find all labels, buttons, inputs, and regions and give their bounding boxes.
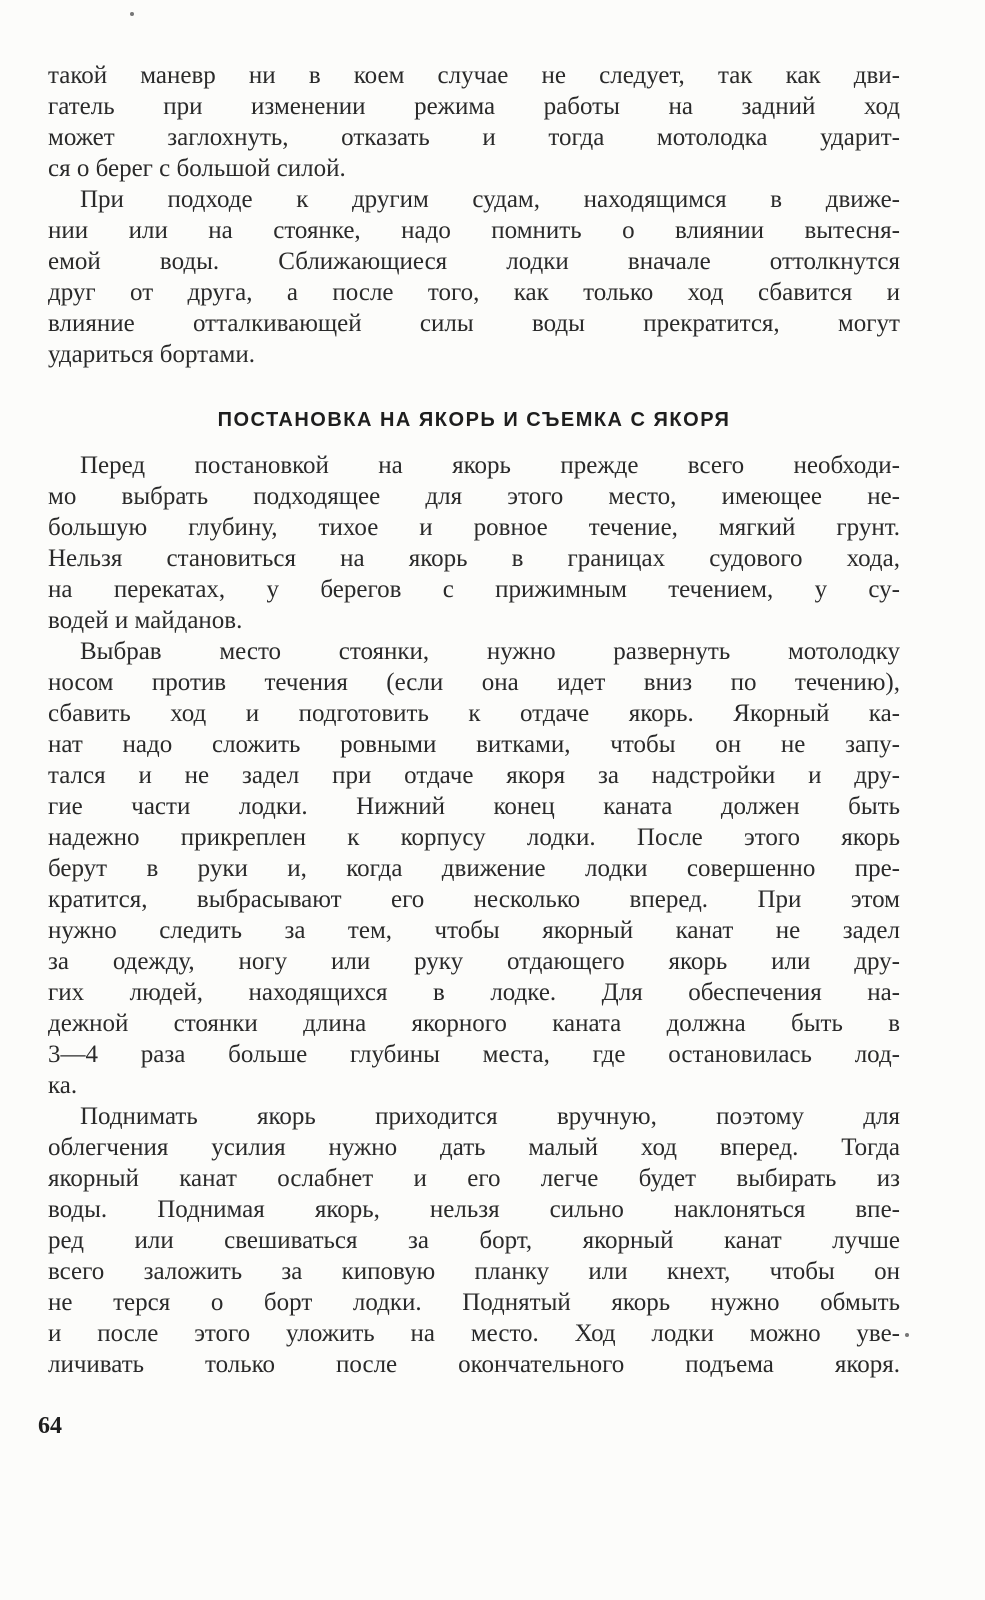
section-heading: ПОСТАНОВКА НА ЯКОРЬ И СЪЕМКА С ЯКОРЯ <box>217 409 731 431</box>
text-line: мо выбрать подходящее для этого место, имеющее не- <box>48 483 900 510</box>
text-line: При подходе к другим судам, находящимся в движе- <box>80 186 900 213</box>
text-line: гих людей, находящихся в лодке. Для обеспечения на- <box>48 979 900 1006</box>
text-block-main <box>48 450 900 1380</box>
text-line: носом против течения (если она идет вниз по течению), <box>48 669 900 696</box>
text-line: облегчения усилия нужно дать малый ход вперед. Тогда <box>48 1134 900 1161</box>
text-line: водей и майданов. <box>48 607 243 634</box>
text-line: Нельзя становиться на якорь в границах судового хода, <box>48 545 900 572</box>
text-line: нужно следить за тем, чтобы якорный канат не задел <box>48 917 900 944</box>
text-line: нии или на стоянке, надо помнить о влиянии вытесня- <box>48 217 900 244</box>
text-line: якорный канат ослабнет и его легче будет выбирать из <box>48 1165 900 1192</box>
text-line: сбавить ход и подготовить к отдаче якорь. Якорный ка- <box>48 700 900 727</box>
text-line: друг от друга, а после того, как только ход сбавится и <box>48 279 900 306</box>
text-line: личивать только после окончательного подъема якоря. <box>48 1351 900 1378</box>
text-line: такой маневр ни в коем случае не следует, так как дви- <box>48 62 900 89</box>
text-line: нат надо сложить ровными витками, чтобы он не запу- <box>48 731 900 758</box>
text-line: на перекатах, у берегов с прижимным течением, у су- <box>48 576 900 603</box>
text-block-top <box>48 60 900 370</box>
text-line: кратится, выбрасывают его несколько вперед. При этом <box>48 886 900 913</box>
text-line: емой воды. Сближающиеся лодки вначале оттолкнутся <box>48 248 900 275</box>
text-line: тался и не задел при отдаче якоря за надстройки и дру- <box>48 762 900 789</box>
text-line: и после этого уложить на место. Ход лодки можно уве- <box>48 1320 900 1347</box>
text-line: ся о берег с большой силой. <box>48 155 346 182</box>
text-line: за одежду, ногу или руку отдающего якорь или дру- <box>48 948 900 975</box>
text-line: влияние отталкивающей силы воды прекратится, могут <box>48 310 900 337</box>
text-line: ка. <box>48 1072 78 1099</box>
text-line: Выбрав место стоянки, нужно развернуть мотолодку <box>80 638 900 665</box>
text-line: надежно прикреплен к корпусу лодки. После этого якорь <box>48 824 900 851</box>
page-number: 64 <box>38 1413 62 1439</box>
text-line: гие части лодки. Нижний конец каната должен быть <box>48 793 900 820</box>
text-line: воды. Поднимая якорь, нельзя сильно наклоняться впе- <box>48 1196 900 1223</box>
print-speck <box>905 1333 909 1337</box>
text-line: удариться бортами. <box>48 341 255 368</box>
text-line: дежной стоянки длина якорного каната должна быть в <box>48 1010 900 1037</box>
text-line: может заглохнуть, отказать и тогда мотолодка ударит- <box>48 124 900 151</box>
text-line: большую глубину, тихое и ровное течение, мягкий грунт. <box>48 514 900 541</box>
text-line: гатель при изменении режима работы на задний ход <box>48 93 900 120</box>
text-line: берут в руки и, когда движение лодки совершенно пре- <box>48 855 900 882</box>
text-line: ред или свешиваться за борт, якорный канат лучше <box>48 1227 900 1254</box>
text-line: 3—4 раза больше глубины места, где остановилась лод- <box>48 1041 900 1068</box>
text-line: Поднимать якорь приходится вручную, поэтому для <box>80 1103 900 1130</box>
text-line: всего заложить за киповую планку или кнехт, чтобы он <box>48 1258 900 1285</box>
text-line: не терся о борт лодки. Поднятый якорь нужно обмыть <box>48 1289 900 1316</box>
text-line: Перед постановкой на якорь прежде всего необходи- <box>80 452 900 479</box>
print-speck <box>130 12 134 16</box>
